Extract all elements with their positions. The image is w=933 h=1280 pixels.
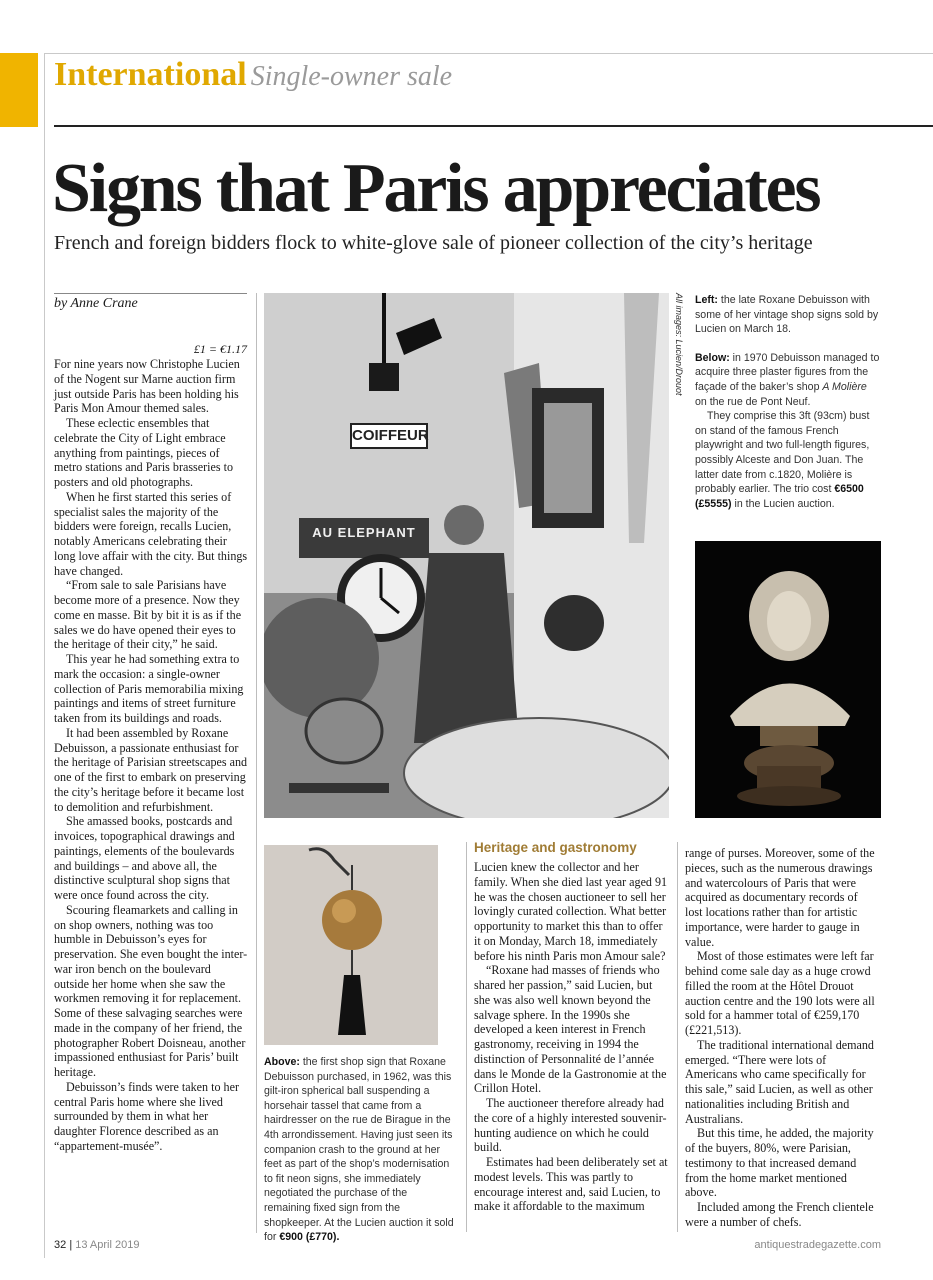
paragraph: This year he had something extra to mark the occasion: a single-owner collection of Paris memorabilia mixing paintings and items of street furniture taken from its buildings and roads. [54,652,244,725]
body-column-1 [54,357,248,1154]
ball-sign-illustration [264,845,438,1045]
bust-illustration [695,541,881,818]
column-divider [256,293,257,1233]
paragraph: For nine years now Christophe Lucien of the Nogent sur Marne auction firm just outside Paris has been holding his Paris Mon Amour themed sales. [54,357,240,416]
left-border [44,53,45,1258]
page-number: 32 [54,1239,67,1251]
paragraph: It had been assembled by Roxane Debuisson, a passionate enthusiast for the heritage of Parisian streetscapes and one of the first to embark on preserving the city’s heritage before it became lost to demolition and refurbishment. [54,725,248,814]
page-footer [54,1239,139,1251]
top-border [44,53,933,54]
coiffeur-sign: COIFFEUR [350,423,428,449]
header-rule [54,125,933,127]
photo-illustration [264,293,669,818]
subheading: Heritage and gastronomy [474,840,637,855]
byline-rule [54,293,247,294]
paragraph: When he first started this series of specialist sales the majority of the bidders were foreign, recalls Lucien, notably Americans celebrating their long love affair with the city. But things have changed. [54,489,248,578]
website-link[interactable]: antiquestradegazette.com [754,1239,881,1251]
paragraph: But this time, he added, the majority of the buyers, 80%, were Parisian, testimony to that increased demand from the home market mentioned above. [685,1126,874,1200]
column-divider [677,842,678,1232]
paragraph: “Roxane had masses of friends who shared her passion,” said Lucien, but she was also well known beyond the salvage sphere. In the 1990s she developed a keen interest in French gastronomy, receiving in 1994 the distinction of Personnalité de l’année dans le Monde de la Gastronomie at the Crillon Hotel. [474,963,667,1096]
section-name: International [54,56,247,93]
section-header [54,56,452,94]
elephant-sign: AU ELEPHANT [312,525,416,540]
section-color-tab [0,53,38,127]
subsection-name: Single-owner sale [250,61,453,92]
caption-left: Left: the late Roxane Debuisson with some of her vintage shop signs sold by Lucien on March 18. [695,294,879,336]
body-column-4 [685,846,878,1230]
photo-debuisson-with-signs [264,293,669,818]
paragraph: She amassed books, postcards and invoices, topographical drawings and paintings, elements of the boulevards and buildings – and above all, the distinctive sculptural shop signs that were once found across the city. [54,814,235,902]
exchange-rate: £1 = €1.17 [193,342,247,356]
paragraph: The traditional international demand emerged. “There were lots of Americans who came specifically for this sale,” said Lucien, as well as other nationalities including British and Australians. [685,1037,874,1126]
standfirst: French and foreign bidders flock to white-glove sale of pioneer collection of the city’s heritage [54,232,813,254]
paragraph: The auctioneer therefore already had the core of a highly interested souvenir-hunting audience on which he could build. [474,1096,667,1155]
caption-above: Above: the first shop sign that Roxane Debuisson purchased, in 1962, was this gilt-iron spherical ball suspending a horsehair tassel that came from a hairdresser on the rue de Biragu​e in the 4th arrondissement. Having just seen its companion crash to the ground at her feet as part of the shop’s modernisation to fit neon signs, she immediately negotiated the purchase of the remaining fixed sign from the shopkeeper. At the Lucien auction it sold for €900 (£770). [264,1056,454,1244]
paragraph: These eclectic ensembles that celebrate the City of Light embrace anything from paintings, pieces of metro stations and Paris brasseries to posters and old photographs. [54,416,234,489]
column-divider [466,842,467,1232]
photo-gilt-ball-sign [264,845,438,1045]
headline: Signs that Paris appreciates [52,150,820,227]
paragraph: Scouring fleamarkets and calling in on shop owners, nothing was too humble in Debuisson’s eyes for preservation. She even bought the inter-war iron bench on the boulevard outside her home when she saw the workmen removing it for replacement. Some of these salvaging searches were made in the company of her friend, the photographer Robert Doisneau, another impassioned enthusiast for Paris’ built heritage. [54,902,248,1079]
issue-date: 13 April 2019 [75,1239,140,1251]
footer-separator: | [69,1239,73,1251]
caption-left-below [695,293,880,511]
paragraph: Lucien knew the collector and her family. When she died last year aged 91 he was the chosen auctioneer to sell her lovingly curated collection. What better opportunity to market this than to offer it on Monday, March 18, immediately before his ninth Paris mon Amour sale? [474,860,668,963]
caption-below-detail: They comprise this 3ft (93cm) bust on stand of the famous French playwright and two full-length figures, possibly Alceste and Don Juan. The latter date from c.1820, Molière is probably earlier. The trio cost €6500 (£5555) in the Lucien auction. [695,410,870,510]
photo-moliere-bust [695,541,881,818]
paragraph: range of purses. Moreover, some of the pieces, such as the numerous drawings and watercolours of Paris that were acquired as documentary records of lost locations rather than for artistic importance, were harder to gauge in value. [685,846,875,949]
body-column-3 [474,860,670,1214]
paragraph: Included among the French clientele were a number of chefs. [685,1200,874,1229]
caption-below: Below: in 1970 Debuisson managed to acquire three plaster figures from the façade of the baker’s shop A Molière on the rue de Pont Neuf. [695,351,880,408]
paragraph: “From sale to sale Parisians have become more of a presence. Now they come en masse. Bit by bit it is as if the sales we do have opened their eyes to the heritage of their city,” he said. [54,578,242,652]
photo-credit: All images: Lucien/Drouot [674,293,684,396]
paragraph: Debuisson’s finds were taken to her central Paris home where she lived surrounded by them in what her daughter Florence described as an “appartement-musée”. [54,1079,239,1153]
paragraph: Estimates had been deliberately set at modest levels. This was partly to encourage interest and, said Lucien, to make it affordable to the maximum [474,1155,668,1214]
byline: by Anne Crane [54,296,138,311]
paragraph: Most of those estimates were left far behind come sale day as a huge crowd filled the room at the Hôtel Drouot auction centre and the 190 lots were all sold for a hammer total of €259,170 (£221,513). [685,949,875,1037]
